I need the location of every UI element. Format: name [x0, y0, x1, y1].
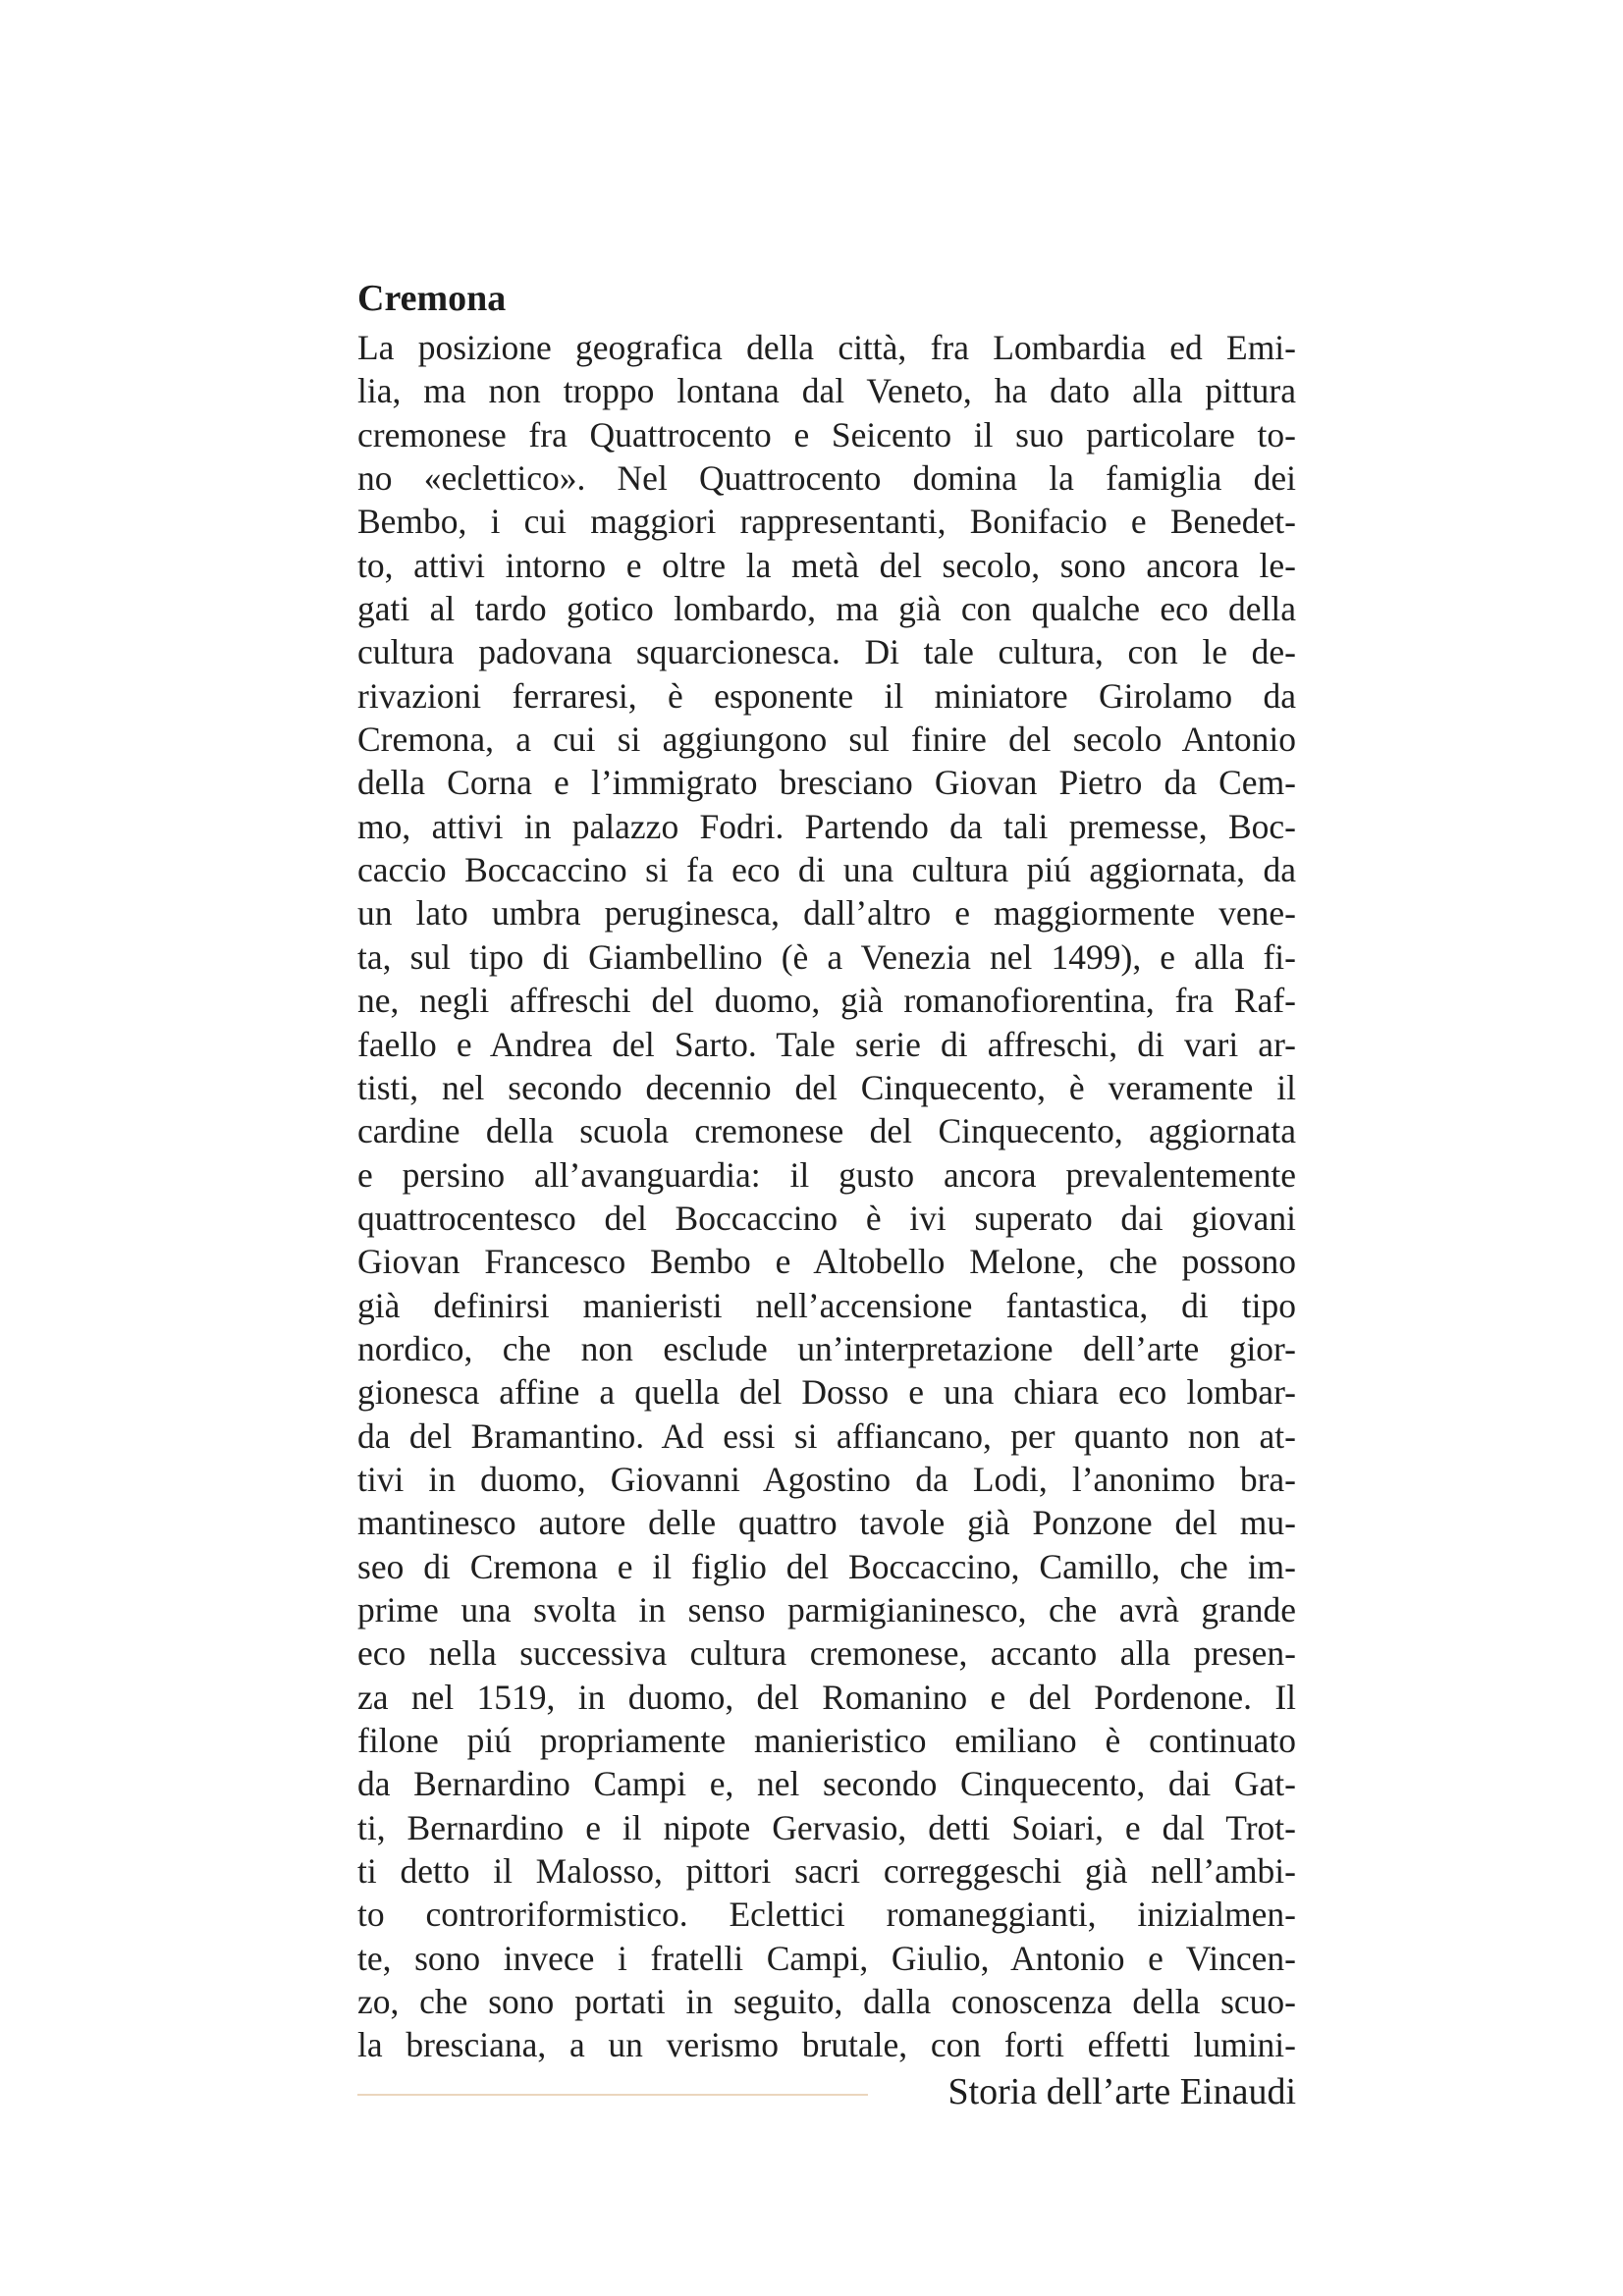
text-line: to, attivi intorno e oltre la metà del secolo, sono ancora le- [357, 545, 1296, 585]
text-line: La posizione geografica della città, fra Lombardia ed Emi- [357, 328, 1296, 367]
text-line: tisti, nel secondo decennio del Cinquecento, è veramente il [357, 1067, 1296, 1107]
text-line: no «eclettico». Nel Quattrocento domina la famiglia dei [357, 458, 1296, 499]
text-line: gionesca affine a quella del Dosso e una chiara eco lombar- [357, 1372, 1296, 1413]
text-line: quattrocentesco del Boccaccino è ivi superato dai giovani [357, 1198, 1296, 1238]
article [357, 277, 1296, 2067]
article-title: Cremona [357, 278, 507, 319]
text-line: faello e Andrea del Sarto. Tale serie di affreschi, di vari ar- [357, 1024, 1296, 1064]
text-line: della Corna e l’immigrato bresciano Giovan Pietro da Cem- [357, 763, 1296, 803]
text-line: prime una svolta in senso parmigianinesco, che avrà grande [357, 1589, 1296, 1629]
text-line: la bresciana, a un verismo brutale, con forti effetti lumini- [357, 2025, 1296, 2065]
text-line: lia, ma non troppo lontana dal Veneto, ha dato alla pittura [357, 371, 1296, 411]
text-line: ti detto il Malosso, pittori sacri correggeschi già nell’ambi- [357, 1851, 1296, 1892]
text-line: zo, che sono portati in seguito, dalla conoscenza della scuo- [357, 1982, 1296, 2022]
text-line: Bembo, i cui maggiori rappresentanti, Bonifacio e Benedet- [357, 502, 1296, 542]
text-line: eco nella successiva cultura cremonese, accanto alla presen- [357, 1633, 1296, 1674]
text-line: nordico, che non esclude un’interpretazione dell’arte gior- [357, 1328, 1296, 1368]
text-line: seo di Cremona e il figlio del Boccaccino, Camillo, che im- [357, 1546, 1296, 1586]
text-line: cultura padovana squarcionesca. Di tale cultura, con le de- [357, 632, 1296, 672]
text-line: ta, sul tipo di Giambellino (è a Venezia nel 1499), e alla fi- [357, 936, 1296, 977]
text-line: rivazioni ferraresi, è esponente il miniatore Girolamo da [357, 675, 1296, 716]
text-line: gati al tardo gotico lombardo, ma già con qualche eco della [357, 589, 1296, 629]
text-line: da del Bramantino. Ad essi si affiancano, per quanto non at- [357, 1415, 1296, 1456]
text-line: tivi in duomo, Giovanni Agostino da Lodi, l’anonimo bra- [357, 1459, 1296, 1499]
text-line: Cremona, a cui si aggiungono sul finire del secolo Antonio [357, 720, 1296, 760]
text-line: mantinesco autore delle quattro tavole già Ponzone del mu- [357, 1503, 1296, 1543]
text-line: già definirsi manieristi nell’accensione fantastica, di tipo [357, 1285, 1296, 1325]
text-line: cremonese fra Quattrocento e Seicento il suo particolare to- [357, 414, 1296, 454]
text-line: cardine della scuola cremonese del Cinquecento, aggiornata [357, 1111, 1296, 1151]
text-line: ti, Bernardino e il nipote Gervasio, detti Soiari, e dal Trot- [357, 1807, 1296, 1847]
text-line: te, sono invece i fratelli Campi, Giulio, Antonio e Vincen- [357, 1938, 1296, 1978]
text-line: e persino all’avanguardia: il gusto ancora prevalentemente [357, 1154, 1296, 1195]
text-line: filone piú propriamente manieristico emiliano è continuato [357, 1721, 1296, 1760]
page-footer [357, 2069, 1296, 2118]
article-body [357, 326, 1296, 2067]
footer-series-title: Storia dell’arte Einaudi [947, 2071, 1296, 2112]
text-line: ne, negli affreschi del duomo, già romanofiorentina, fra Raf- [357, 981, 1296, 1021]
text-line: mo, attivi in palazzo Fodri. Partendo da tali premesse, Boc- [357, 806, 1296, 846]
text-line: Giovan Francesco Bembo e Altobello Melone, che possono [357, 1242, 1296, 1282]
footer-rule [357, 2094, 868, 2096]
text-line: un lato umbra peruginesca, dall’altro e maggiormente vene- [357, 893, 1296, 934]
text-line: za nel 1519, in duomo, del Romanino e del Pordenone. Il [357, 1677, 1296, 1717]
text-line: caccio Boccaccino si fa eco di una cultura piú aggiornata, da [357, 850, 1296, 890]
text-line: to controriformistico. Eclettici romaneggianti, inizialmen- [357, 1895, 1296, 1935]
text-line: da Bernardino Campi e, nel secondo Cinquecento, dai Gat- [357, 1764, 1296, 1804]
